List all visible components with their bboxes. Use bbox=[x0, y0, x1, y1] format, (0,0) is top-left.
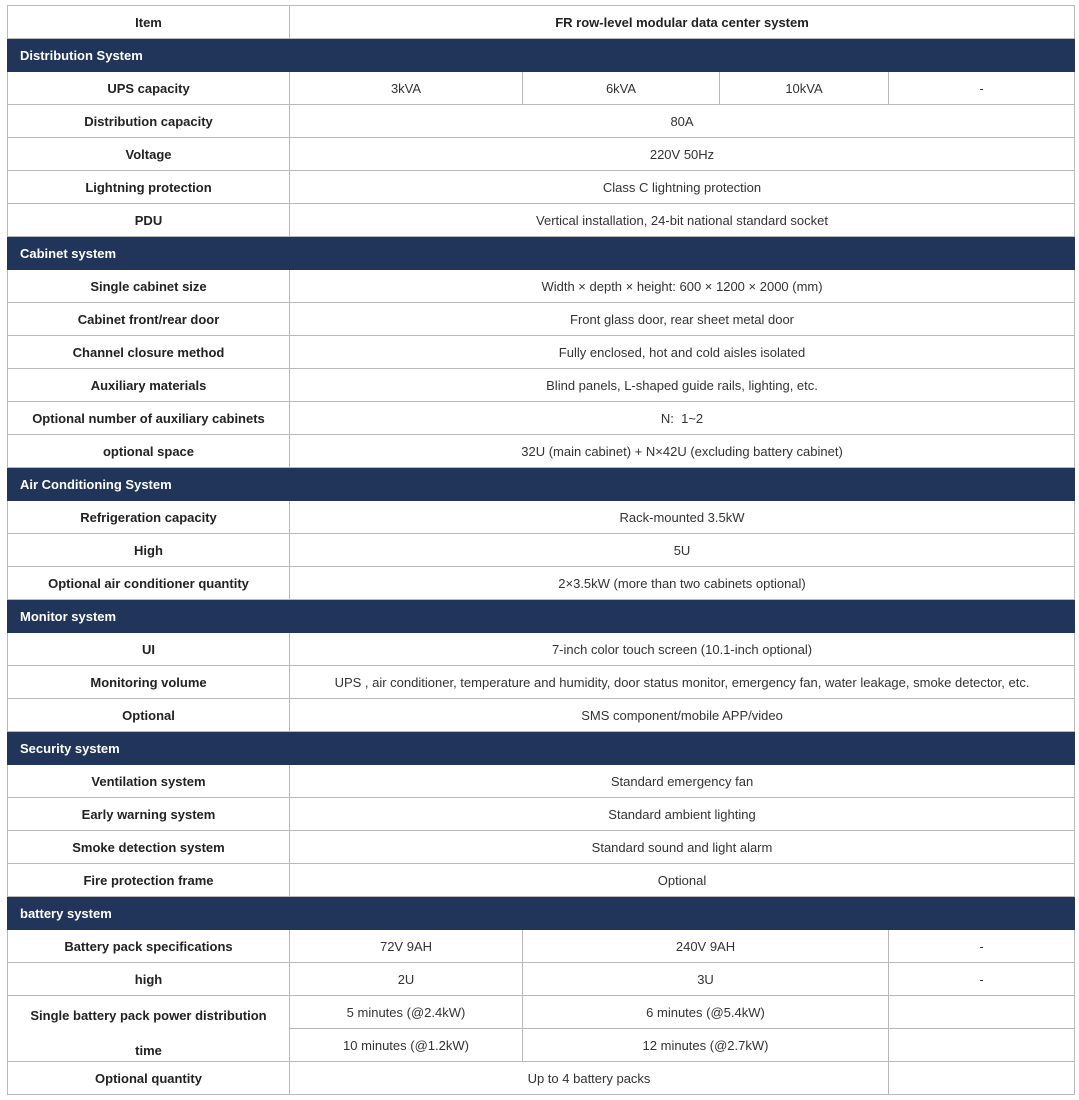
table-row bbox=[8, 996, 1075, 1029]
cell-value: Standard ambient lighting bbox=[290, 798, 1075, 831]
row-label: optional space bbox=[8, 435, 290, 468]
row-label: Optional quantity bbox=[8, 1062, 290, 1095]
cell-value: Fully enclosed, hot and cold aisles isolated bbox=[290, 336, 1075, 369]
table-row bbox=[8, 72, 1075, 105]
row-label: Lightning protection bbox=[8, 171, 290, 204]
table-row bbox=[8, 666, 1075, 699]
section-security bbox=[8, 732, 1075, 765]
table-row bbox=[8, 567, 1075, 600]
row-label: PDU bbox=[8, 204, 290, 237]
table-row bbox=[8, 633, 1075, 666]
header-system: FR row-level modular data center system bbox=[290, 6, 1075, 39]
row-label: Channel closure method bbox=[8, 336, 290, 369]
cell-value: 6kVA bbox=[523, 72, 720, 105]
section-title: Security system bbox=[8, 732, 1075, 765]
cell-value: 32U (main cabinet) + N×42U (excluding battery cabinet) bbox=[290, 435, 1075, 468]
row-label: Auxiliary materials bbox=[8, 369, 290, 402]
cell-value: - bbox=[889, 963, 1075, 996]
cell-value: Up to 4 battery packs bbox=[290, 1062, 889, 1095]
cell-value: 6 minutes (@5.4kW) bbox=[523, 996, 889, 1029]
cell-value: 240V 9AH bbox=[523, 930, 889, 963]
table-row bbox=[8, 699, 1075, 732]
section-aircon bbox=[8, 468, 1075, 501]
row-label: Optional number of auxiliary cabinets bbox=[8, 402, 290, 435]
cell-value: 72V 9AH bbox=[290, 930, 523, 963]
cell-value: UPS , air conditioner, temperature and humidity, door status monitor, emergency fan, water leakage, smoke detector, etc. bbox=[290, 666, 1075, 699]
spec-table bbox=[7, 5, 1075, 1095]
row-label: Smoke detection system bbox=[8, 831, 290, 864]
table-row bbox=[8, 435, 1075, 468]
row-label-line: Single battery pack power distribution bbox=[30, 1008, 267, 1023]
row-label: Cabinet front/rear door bbox=[8, 303, 290, 336]
row-label: Fire protection frame bbox=[8, 864, 290, 897]
cell-value: 80A bbox=[290, 105, 1075, 138]
table-row bbox=[8, 369, 1075, 402]
cell-value: 10kVA bbox=[720, 72, 889, 105]
cell-value: Rack-mounted 3.5kW bbox=[290, 501, 1075, 534]
table-row bbox=[8, 204, 1075, 237]
cell-empty bbox=[889, 996, 1075, 1029]
cell-value: 5U bbox=[290, 534, 1075, 567]
section-title: Monitor system bbox=[8, 600, 1075, 633]
cell-value: 12 minutes (@2.7kW) bbox=[523, 1029, 889, 1062]
section-title: Cabinet system bbox=[8, 237, 1075, 270]
section-battery bbox=[8, 897, 1075, 930]
cell-value: Optional bbox=[290, 864, 1075, 897]
row-label: Ventilation system bbox=[8, 765, 290, 798]
cell-value: - bbox=[889, 930, 1075, 963]
section-cabinet bbox=[8, 237, 1075, 270]
row-label: Refrigeration capacity bbox=[8, 501, 290, 534]
table-row bbox=[8, 1062, 1075, 1095]
section-title: battery system bbox=[8, 897, 1075, 930]
row-label-line: time bbox=[135, 1043, 162, 1058]
row-label: UPS capacity bbox=[8, 72, 290, 105]
cell-value: SMS component/mobile APP/video bbox=[290, 699, 1075, 732]
row-label: Single cabinet size bbox=[8, 270, 290, 303]
table-row bbox=[8, 798, 1075, 831]
cell-value: Vertical installation, 24-bit national standard socket bbox=[290, 204, 1075, 237]
header-item: Item bbox=[8, 6, 290, 39]
table-row bbox=[8, 402, 1075, 435]
row-label: Distribution capacity bbox=[8, 105, 290, 138]
cell-value: Standard sound and light alarm bbox=[290, 831, 1075, 864]
cell-value: 2×3.5kW (more than two cabinets optional) bbox=[290, 567, 1075, 600]
table-row bbox=[8, 963, 1075, 996]
cell-value: N: 1~2 bbox=[290, 402, 1075, 435]
section-title: Air Conditioning System bbox=[8, 468, 1075, 501]
cell-value: 220V 50Hz bbox=[290, 138, 1075, 171]
table-row bbox=[8, 105, 1075, 138]
table-row bbox=[8, 534, 1075, 567]
table-row bbox=[8, 336, 1075, 369]
row-label: High bbox=[8, 534, 290, 567]
row-label: Voltage bbox=[8, 138, 290, 171]
table-row bbox=[8, 303, 1075, 336]
cell-value: 10 minutes (@1.2kW) bbox=[290, 1029, 523, 1062]
row-label: Battery pack specifications bbox=[8, 930, 290, 963]
table-row bbox=[8, 138, 1075, 171]
header-row bbox=[8, 6, 1075, 39]
cell-value: 3U bbox=[523, 963, 889, 996]
cell-value: Width × depth × height: 600 × 1200 × 2000 (mm) bbox=[290, 270, 1075, 303]
section-distribution bbox=[8, 39, 1075, 72]
table-row bbox=[8, 171, 1075, 204]
table-row bbox=[8, 270, 1075, 303]
row-label: Early warning system bbox=[8, 798, 290, 831]
table-row bbox=[8, 765, 1075, 798]
table-row bbox=[8, 930, 1075, 963]
cell-value: 2U bbox=[290, 963, 523, 996]
table-row bbox=[8, 501, 1075, 534]
row-label: Optional bbox=[8, 699, 290, 732]
table-row bbox=[8, 864, 1075, 897]
cell-value: - bbox=[889, 72, 1075, 105]
table-row bbox=[8, 831, 1075, 864]
row-label bbox=[8, 996, 290, 1062]
row-label: UI bbox=[8, 633, 290, 666]
cell-value: Blind panels, L-shaped guide rails, lighting, etc. bbox=[290, 369, 1075, 402]
cell-value: Class C lightning protection bbox=[290, 171, 1075, 204]
cell-empty bbox=[889, 1062, 1075, 1095]
section-title: Distribution System bbox=[8, 39, 1075, 72]
row-label: Monitoring volume bbox=[8, 666, 290, 699]
cell-empty bbox=[889, 1029, 1075, 1062]
cell-value: 3kVA bbox=[290, 72, 523, 105]
row-label: Optional air conditioner quantity bbox=[8, 567, 290, 600]
cell-value: Front glass door, rear sheet metal door bbox=[290, 303, 1075, 336]
row-label: high bbox=[8, 963, 290, 996]
cell-value: Standard emergency fan bbox=[290, 765, 1075, 798]
cell-value: 7-inch color touch screen (10.1-inch optional) bbox=[290, 633, 1075, 666]
cell-value: 5 minutes (@2.4kW) bbox=[290, 996, 523, 1029]
section-monitor bbox=[8, 600, 1075, 633]
